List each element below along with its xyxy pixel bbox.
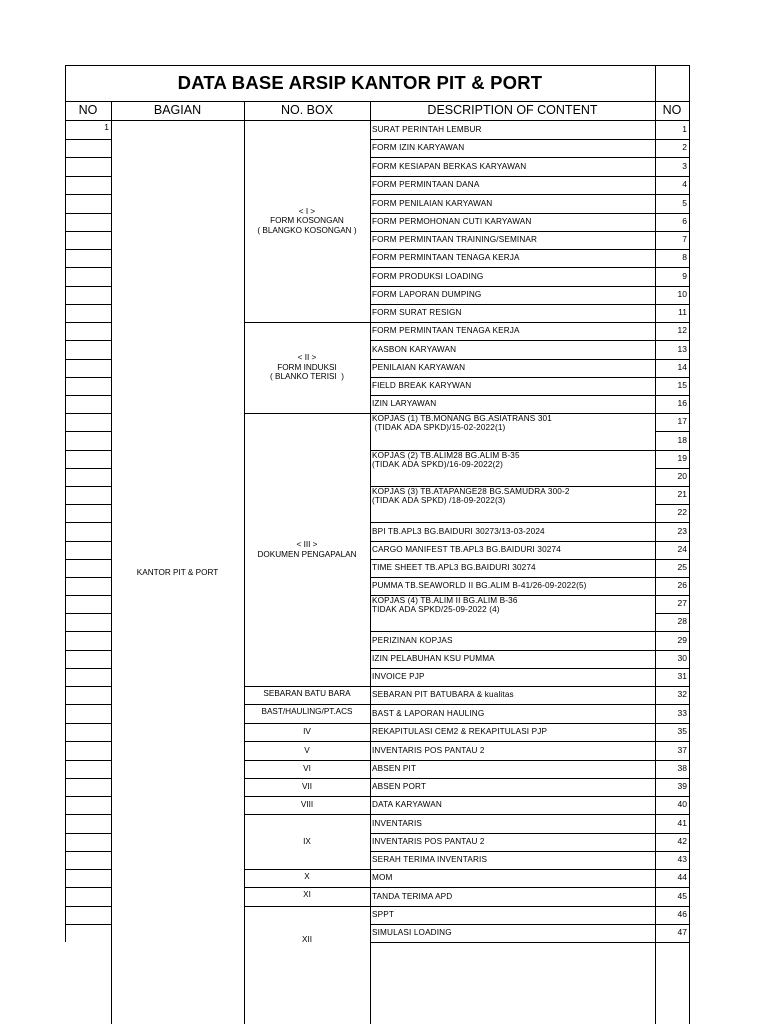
- description-cell[interactable]: KOPJAS (2) TB.ALIM28 BG.ALIM B-35 (TIDAK ADA SPKD)/16-09-2022(2): [370, 450, 656, 487]
- no-cell[interactable]: [65, 176, 112, 195]
- no-cell[interactable]: [65, 704, 112, 724]
- description-cell[interactable]: SPPT: [370, 906, 656, 925]
- box-cell[interactable]: VI: [244, 760, 371, 779]
- no-cell[interactable]: [65, 231, 112, 250]
- no-cell[interactable]: [65, 395, 112, 414]
- box-cell[interactable]: < I > FORM KOSONGAN ( BLANGKO KOSONGAN ): [244, 120, 371, 323]
- item-number-cell[interactable]: 28: [655, 613, 690, 632]
- no-cell[interactable]: [65, 468, 112, 487]
- box-cell[interactable]: X: [244, 869, 371, 888]
- no-cell[interactable]: [65, 668, 112, 687]
- header-no-right[interactable]: NO: [655, 101, 690, 121]
- box-cell[interactable]: IV: [244, 723, 371, 742]
- no-cell[interactable]: [65, 778, 112, 797]
- description-cell[interactable]: BPI TB.APL3 BG.BAIDURI 30273/13-03-2024: [370, 522, 656, 542]
- no-cell[interactable]: [65, 577, 112, 596]
- item-number-cell[interactable]: 9: [655, 267, 690, 287]
- header-bagian[interactable]: BAGIAN: [111, 101, 245, 121]
- item-number-cell[interactable]: 27: [655, 595, 690, 614]
- description-cell[interactable]: KOPJAS (3) TB.ATAPANGE28 BG.SAMUDRA 300-2 (TIDAK ADA SPKD) /18-09-2022(3): [370, 486, 656, 523]
- no-cell[interactable]: [65, 504, 112, 523]
- box-cell[interactable]: XII: [244, 906, 371, 1024]
- description-cell[interactable]: SEBARAN PIT BATUBARA & kualitas: [370, 686, 656, 705]
- no-cell[interactable]: [65, 595, 112, 614]
- no-cell[interactable]: [65, 723, 112, 742]
- item-number-cell[interactable]: 10: [655, 286, 690, 305]
- description-cell[interactable]: DATA KARYAWAN: [370, 796, 656, 815]
- item-number-cell[interactable]: 45: [655, 887, 690, 907]
- description-cell[interactable]: TANDA TERIMA APD: [370, 887, 656, 907]
- item-number-cell[interactable]: 46: [655, 906, 690, 925]
- description-cell[interactable]: FORM PERMOHONAN CUTI KARYAWAN: [370, 213, 656, 232]
- item-number-cell[interactable]: 33: [655, 704, 690, 724]
- box-cell[interactable]: V: [244, 741, 371, 761]
- item-number-cell[interactable]: 43: [655, 851, 690, 870]
- no-cell[interactable]: [65, 304, 112, 323]
- description-cell[interactable]: FIELD BREAK KARYWAN: [370, 377, 656, 396]
- no-cell[interactable]: [65, 450, 112, 469]
- description-cell[interactable]: FORM PERMINTAAN TENAGA KERJA: [370, 322, 656, 341]
- description-cell[interactable]: PENILAIAN KARYAWAN: [370, 359, 656, 378]
- bagian-cell[interactable]: KANTOR PIT & PORT: [111, 120, 245, 1024]
- no-cell[interactable]: [65, 924, 112, 1024]
- item-number-cell[interactable]: 32: [655, 686, 690, 705]
- item-number-cell[interactable]: 47: [655, 924, 690, 943]
- description-cell[interactable]: SIMULASI LOADING: [370, 924, 656, 943]
- description-cell[interactable]: ABSEN PORT: [370, 778, 656, 797]
- item-number-cell[interactable]: 26: [655, 577, 690, 596]
- item-number-cell[interactable]: 39: [655, 778, 690, 797]
- description-cell[interactable]: [370, 942, 656, 1024]
- item-number-cell[interactable]: 29: [655, 631, 690, 651]
- no-cell[interactable]: [65, 814, 112, 834]
- no-cell[interactable]: [65, 631, 112, 651]
- no-cell[interactable]: [65, 286, 112, 305]
- item-number-cell[interactable]: 20: [655, 468, 690, 487]
- no-cell[interactable]: [65, 541, 112, 560]
- item-number-cell[interactable]: 38: [655, 760, 690, 779]
- description-cell[interactable]: INVENTARIS POS PANTAU 2: [370, 833, 656, 852]
- box-cell[interactable]: < III > DOKUMEN PENGAPALAN: [244, 413, 371, 687]
- title-side-cell[interactable]: [655, 65, 690, 102]
- box-cell[interactable]: XI: [244, 887, 371, 907]
- item-number-cell[interactable]: 3: [655, 157, 690, 177]
- box-cell[interactable]: BAST/HAULING/PT.ACS: [244, 704, 371, 724]
- no-cell[interactable]: [65, 760, 112, 779]
- description-cell[interactable]: KOPJAS (1) TB.MONANG BG.ASIATRANS 301 (TIDAK ADA SPKD)/15-02-2022(1): [370, 413, 656, 451]
- no-cell[interactable]: [65, 213, 112, 232]
- description-cell[interactable]: PERIZINAN KOPJAS: [370, 631, 656, 651]
- no-cell[interactable]: [65, 686, 112, 705]
- no-cell[interactable]: [65, 887, 112, 907]
- no-cell[interactable]: [65, 249, 112, 268]
- description-cell[interactable]: IZIN LARYAWAN: [370, 395, 656, 414]
- description-cell[interactable]: ABSEN PIT: [370, 760, 656, 779]
- no-cell[interactable]: [65, 413, 112, 432]
- description-cell[interactable]: PUMMA TB.SEAWORLD II BG.ALIM B-41/26-09-2022(5): [370, 577, 656, 596]
- sheet-title[interactable]: DATA BASE ARSIP KANTOR PIT & PORT: [65, 65, 656, 102]
- no-cell[interactable]: [65, 559, 112, 578]
- no-cell[interactable]: [65, 522, 112, 542]
- description-cell[interactable]: FORM PENILAIAN KARYAWAN: [370, 194, 656, 214]
- item-number-cell[interactable]: 41: [655, 814, 690, 834]
- no-cell[interactable]: [65, 139, 112, 158]
- item-number-cell[interactable]: 6: [655, 213, 690, 232]
- item-number-cell[interactable]: 44: [655, 869, 690, 888]
- description-cell[interactable]: FORM PRODUKSI LOADING: [370, 267, 656, 287]
- item-number-cell[interactable]: 24: [655, 541, 690, 560]
- item-number-cell[interactable]: 35: [655, 723, 690, 742]
- description-cell[interactable]: TIME SHEET TB.APL3 BG.BAIDURI 30274: [370, 559, 656, 578]
- item-number-cell[interactable]: 37: [655, 741, 690, 761]
- item-number-cell[interactable]: 1: [655, 120, 690, 140]
- no-cell[interactable]: [65, 613, 112, 632]
- description-cell[interactable]: INVENTARIS: [370, 814, 656, 834]
- item-number-cell[interactable]: 15: [655, 377, 690, 396]
- item-number-cell[interactable]: 22: [655, 504, 690, 523]
- no-cell[interactable]: [65, 194, 112, 214]
- item-number-cell[interactable]: 19: [655, 450, 690, 469]
- no-cell[interactable]: [65, 431, 112, 451]
- description-cell[interactable]: REKAPITULASI CEM2 & REKAPITULASI PJP: [370, 723, 656, 742]
- item-number-cell[interactable]: 18: [655, 431, 690, 451]
- header-no-box[interactable]: NO. BOX: [244, 101, 371, 121]
- description-cell[interactable]: KOPJAS (4) TB.ALIM II BG.ALIM B-36 TIDAK ADA SPKD/25-09-2022 (4): [370, 595, 656, 632]
- item-number-cell[interactable]: 23: [655, 522, 690, 542]
- description-cell[interactable]: INVOICE PJP: [370, 668, 656, 687]
- no-cell[interactable]: [65, 796, 112, 815]
- box-cell[interactable]: VIII: [244, 796, 371, 815]
- header-description[interactable]: DESCRIPTION OF CONTENT: [370, 101, 656, 121]
- no-cell[interactable]: [65, 650, 112, 669]
- item-number-cell[interactable]: 4: [655, 176, 690, 195]
- item-number-cell[interactable]: 42: [655, 833, 690, 852]
- item-number-cell[interactable]: 13: [655, 340, 690, 360]
- box-cell[interactable]: < II > FORM INDUKSI ( BLANKO TERISI ): [244, 322, 371, 414]
- description-cell[interactable]: FORM PERMINTAAN TRAINING/SEMINAR: [370, 231, 656, 250]
- item-number-cell[interactable]: 40: [655, 796, 690, 815]
- no-cell[interactable]: [65, 833, 112, 852]
- description-cell[interactable]: FORM KESIAPAN BERKAS KARYAWAN: [370, 157, 656, 177]
- description-cell[interactable]: FORM PERMINTAAN DANA: [370, 176, 656, 195]
- no-cell[interactable]: [65, 906, 112, 925]
- description-cell[interactable]: FORM IZIN KARYAWAN: [370, 139, 656, 158]
- item-number-cell[interactable]: 25: [655, 559, 690, 578]
- no-cell[interactable]: [65, 377, 112, 396]
- item-number-cell[interactable]: 16: [655, 395, 690, 414]
- no-cell[interactable]: [65, 359, 112, 378]
- no-cell[interactable]: [65, 340, 112, 360]
- no-cell[interactable]: [65, 322, 112, 341]
- description-cell[interactable]: CARGO MANIFEST TB.APL3 BG.BAIDURI 30274: [370, 541, 656, 560]
- item-number-cell[interactable]: 11: [655, 304, 690, 323]
- item-number-cell[interactable]: 14: [655, 359, 690, 378]
- description-cell[interactable]: KASBON KARYAWAN: [370, 340, 656, 360]
- no-cell[interactable]: [65, 869, 112, 888]
- no-cell[interactable]: [65, 486, 112, 505]
- box-cell[interactable]: VII: [244, 778, 371, 797]
- no-cell[interactable]: [65, 851, 112, 870]
- description-cell[interactable]: SERAH TERIMA INVENTARIS: [370, 851, 656, 870]
- description-cell[interactable]: FORM LAPORAN DUMPING: [370, 286, 656, 305]
- no-cell[interactable]: [65, 267, 112, 287]
- item-number-cell[interactable]: 12: [655, 322, 690, 341]
- no-cell[interactable]: [65, 741, 112, 761]
- item-number-cell[interactable]: 30: [655, 650, 690, 669]
- item-number-cell[interactable]: 31: [655, 668, 690, 687]
- box-cell[interactable]: SEBARAN BATU BARA: [244, 686, 371, 705]
- item-number-cell[interactable]: [655, 942, 690, 1024]
- item-number-cell[interactable]: 5: [655, 194, 690, 214]
- header-no[interactable]: NO: [65, 101, 112, 121]
- description-cell[interactable]: SURAT PERINTAH LEMBUR: [370, 120, 656, 140]
- no-cell[interactable]: 1: [65, 120, 112, 140]
- item-number-cell[interactable]: 2: [655, 139, 690, 158]
- description-cell[interactable]: MOM: [370, 869, 656, 888]
- item-number-cell[interactable]: 17: [655, 413, 690, 432]
- item-number-cell[interactable]: 7: [655, 231, 690, 250]
- description-cell[interactable]: FORM PERMINTAAN TENAGA KERJA: [370, 249, 656, 268]
- description-cell[interactable]: INVENTARIS POS PANTAU 2: [370, 741, 656, 761]
- description-cell[interactable]: IZIN PELABUHAN KSU PUMMA: [370, 650, 656, 669]
- description-cell[interactable]: FORM SURAT RESIGN: [370, 304, 656, 323]
- item-number-cell[interactable]: 8: [655, 249, 690, 268]
- item-number-cell[interactable]: 21: [655, 486, 690, 505]
- description-cell[interactable]: BAST & LAPORAN HAULING: [370, 704, 656, 724]
- box-cell[interactable]: IX: [244, 814, 371, 870]
- no-cell[interactable]: [65, 157, 112, 177]
